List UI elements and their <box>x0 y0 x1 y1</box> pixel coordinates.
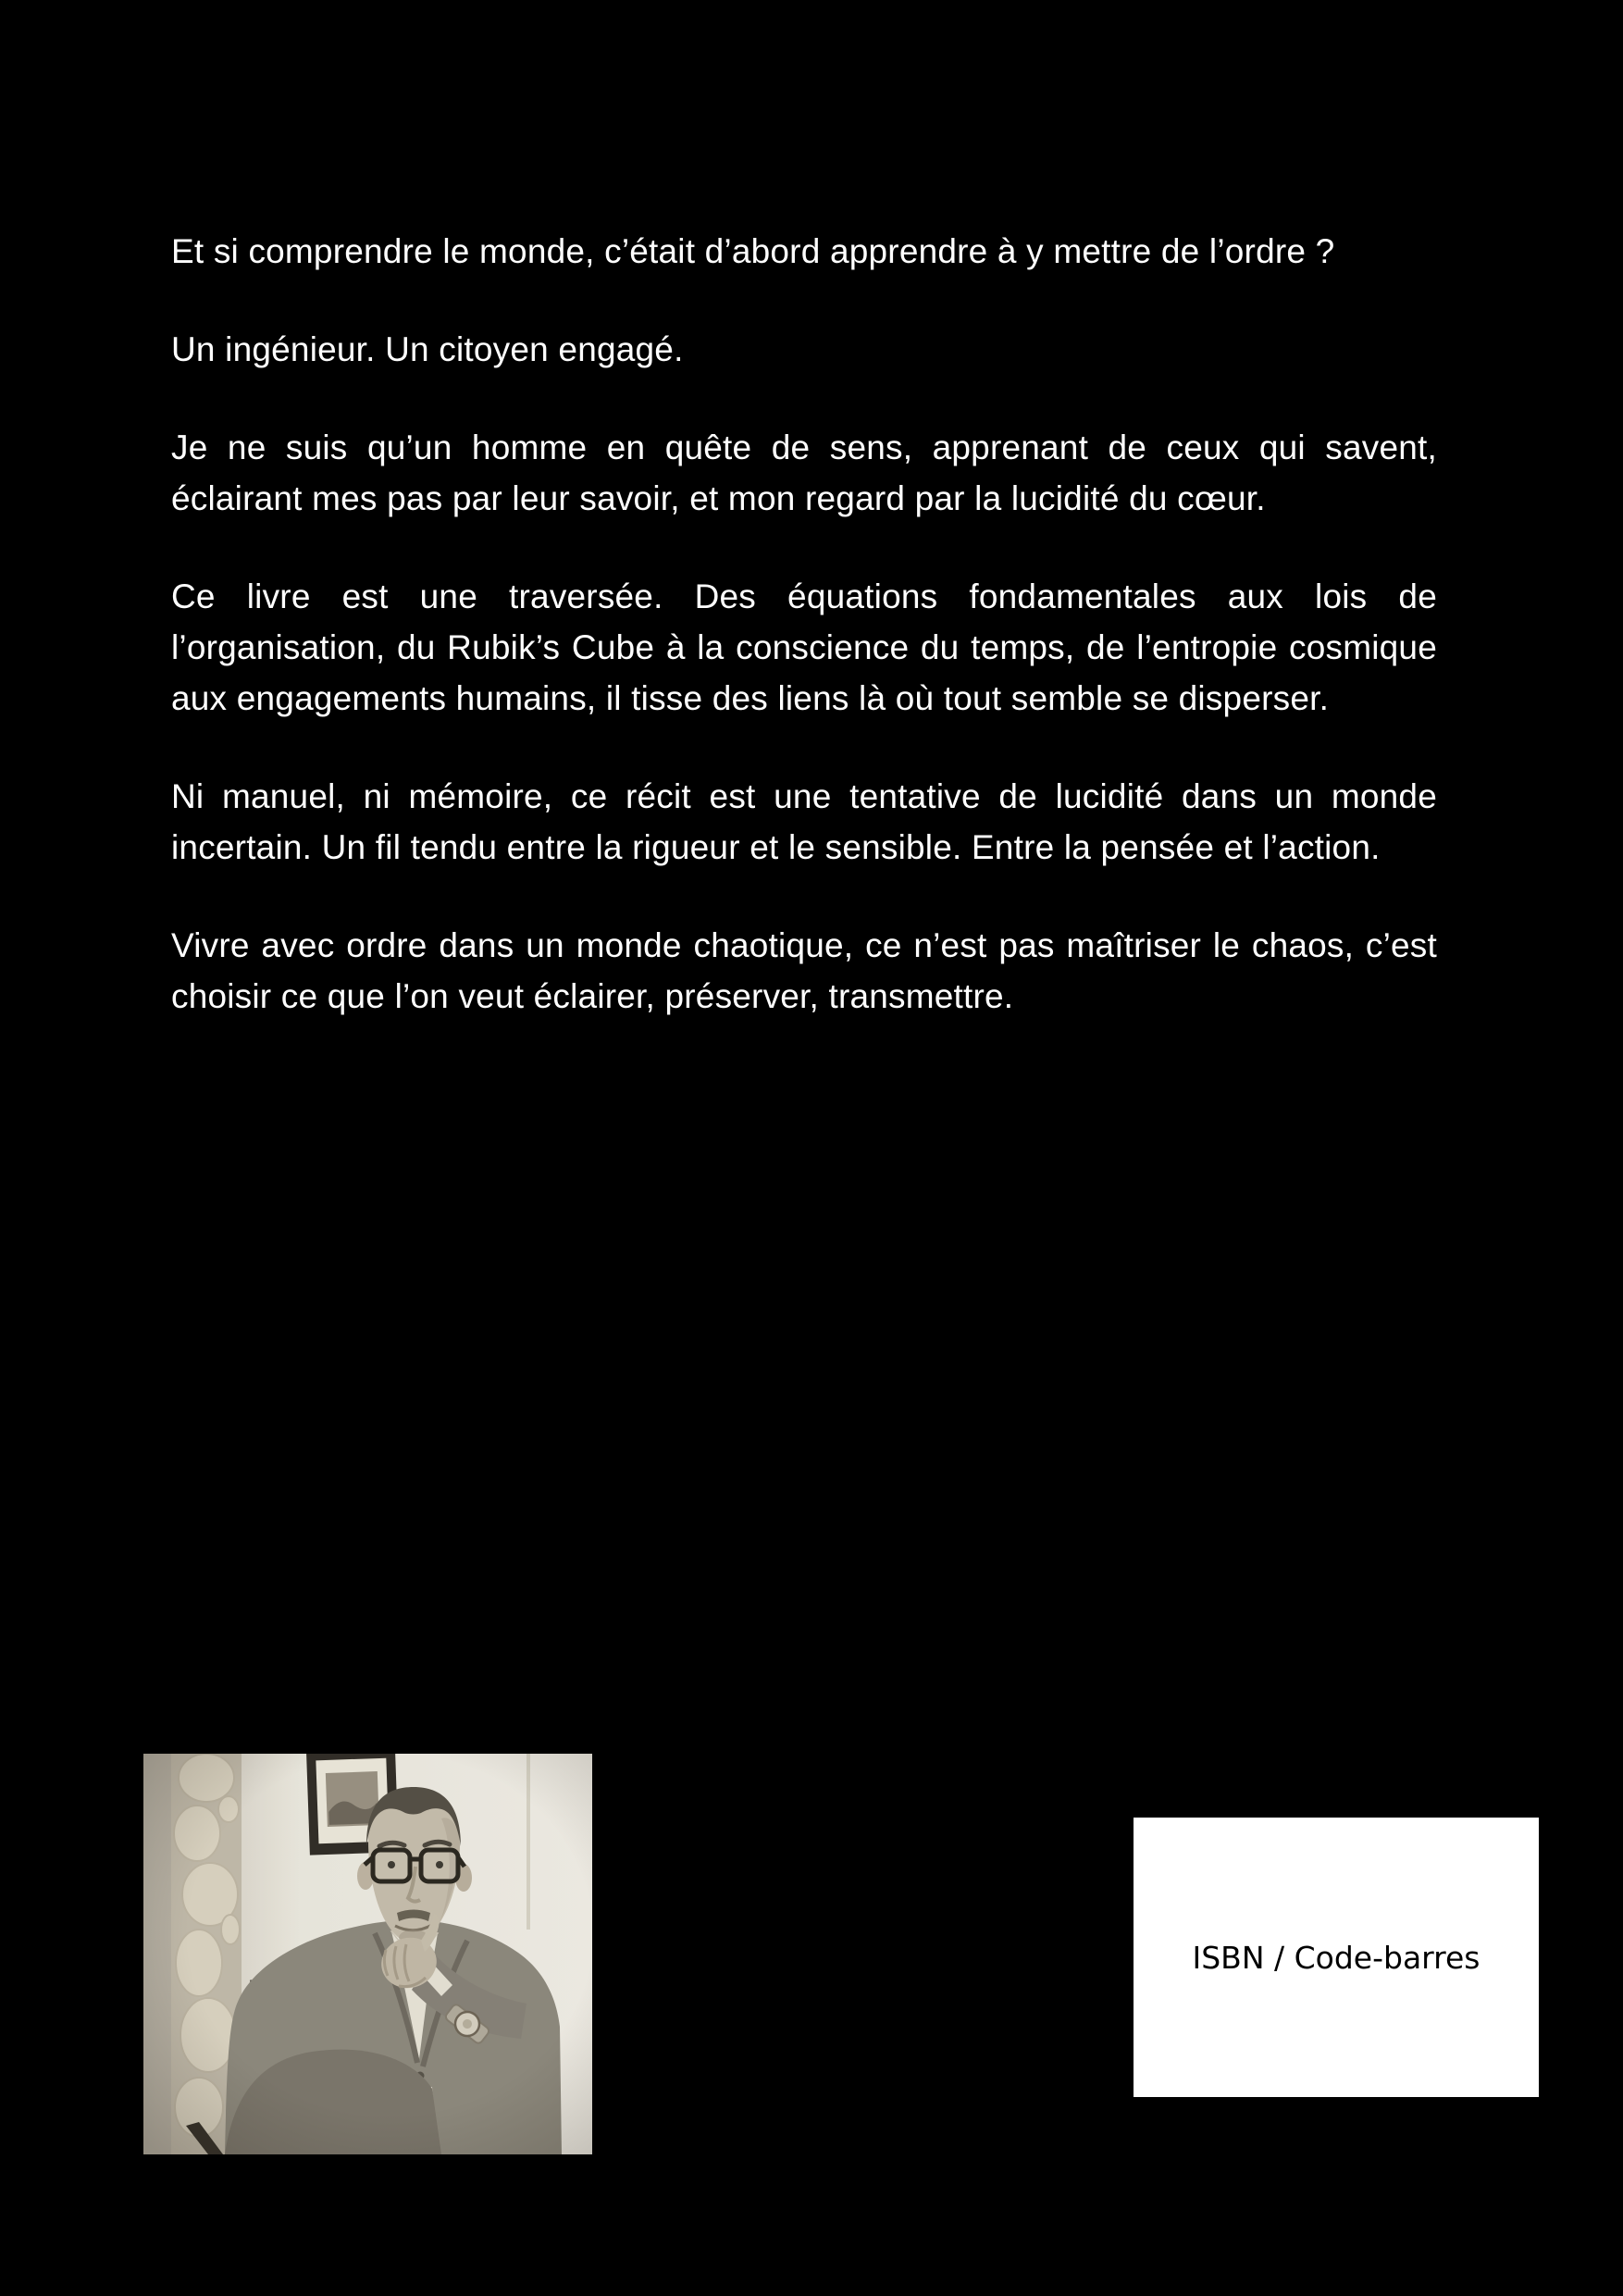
paragraph-author-identity: Un ingénieur. Un citoyen engagé. <box>171 330 684 368</box>
paragraph-intent: Ni manuel, ni mémoire, ce récit est une tentative de lucidité dans un monde incertain. Un fil tendu entre la rigueur et le sensible. Entre la pensée et l’action. <box>171 777 1437 866</box>
author-photo <box>143 1754 592 2154</box>
paragraph-quest: Je ne suis qu’un homme en quête de sens, apprenant de ceux qui savent, éclairant mes pas par leur savoir, et mon regard par la lucidité du cœur. <box>171 428 1437 517</box>
isbn-label: ISBN / Code-barres <box>1192 1939 1481 1976</box>
paragraph-hook-question: Et si comprendre le monde, c’était d’abord apprendre à y mettre de l’ordre ? <box>171 232 1335 270</box>
back-cover-text <box>171 226 1437 1069</box>
author-portrait-illustration <box>143 1754 592 2154</box>
vignette-overlay <box>143 1754 592 2154</box>
paragraph-closing: Vivre avec ordre dans un monde chaotique, ce n’est pas maîtriser le chaos, c’est choisir ce que l’on veut éclairer, préserver, transmettre. <box>171 926 1437 1015</box>
paragraph-book-description: Ce livre est une traversée. Des équations fondamentales aux lois de l’organisation, du Rubik’s Cube à la conscience du temps, de l’entropie cosmique aux engagements humains, il tisse des liens là où tout semble se disperser. <box>171 577 1437 717</box>
isbn-placeholder-box <box>1134 1818 1539 2097</box>
